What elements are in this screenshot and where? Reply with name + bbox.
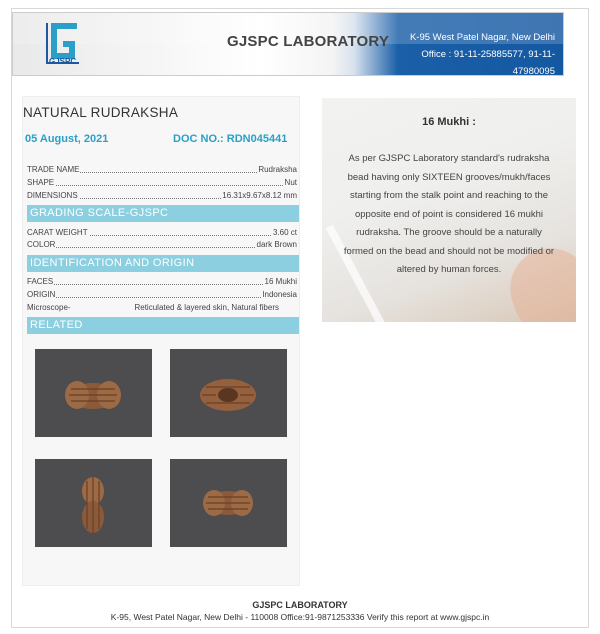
detail-row-shape [27,178,299,190]
document-number: DOC NO.: RDN045441 [173,133,288,145]
detail-value: 16 Mukhi [264,277,297,286]
identification-heading: IDENTIFICATION AND ORIGIN [27,255,299,272]
detail-row-trade-name [27,165,299,177]
office-phone: Office : 91-11-25885577, 91-11-47980095 [421,49,555,76]
logo-text: GJSPC [49,57,77,66]
detail-key: TRADE NAME [27,165,80,174]
detail-row-faces [27,277,299,289]
mukhi-description-card [322,98,576,322]
detail-row-origin [27,290,299,302]
detail-value: Indonesia [262,290,297,299]
description-body: As per GJSPC Laboratory standard's rudraksha bead having only SIXTEEN grooves/mukh/faces starting from the stalk point and reaching to the opposite end of point is considered 16 mukhi rudraksha. The groove should be a naturally formed on the bead and should not be modified or altered by human forces. [343,153,555,275]
detail-key: FACES [27,277,54,286]
detail-value: dark Brown [256,240,297,249]
detail-row-microscope [27,303,299,315]
detail-key: SHAPE [27,178,55,187]
detail-key: CARAT WEIGHT [27,228,88,237]
detail-value: 3.60 ct [272,228,297,237]
detail-row-color [27,240,299,252]
grading-heading: GRADING SCALE-GJSPC [27,205,299,222]
bead-photo [170,459,287,547]
detail-value: Reticulated & layered skin, Natural fibers [134,303,279,312]
report-date: 05 August, 2021 [25,133,109,145]
detail-row-dimensions [27,191,299,203]
detail-key: Microscope- [27,303,71,312]
report-details-card [22,96,300,586]
detail-key: DIMENSIONS [27,191,78,200]
related-heading: RELATED [27,317,299,334]
detail-key: ORIGIN [27,290,56,299]
footer-address: K-95, West Patel Nagar, New Delhi - 110008 Office:91-9871253336 Verify this report at www.gjspc.in [110,612,490,622]
detail-key: COLOR [27,240,56,249]
detail-value: Nut [284,178,297,187]
detail-row-carat-weight [27,228,299,240]
lab-address [385,29,555,76]
bead-photo [170,349,287,437]
bead-photo [35,349,152,437]
detail-value: Rudraksha [258,165,297,174]
lab-name: GJSPC LABORATORY [227,33,390,50]
footer-lab-name: GJSPC LABORATORY [252,600,348,610]
address-line: K-95 West Patel Nagar, New Delhi [409,32,555,43]
report-header [12,12,564,76]
detail-value: 16.31x9.67x8.12 mm [222,191,297,200]
description-title: 16 Mukhi : [422,116,476,128]
report-title: NATURAL RUDRAKSHA [23,105,179,120]
bead-photo [35,459,152,547]
